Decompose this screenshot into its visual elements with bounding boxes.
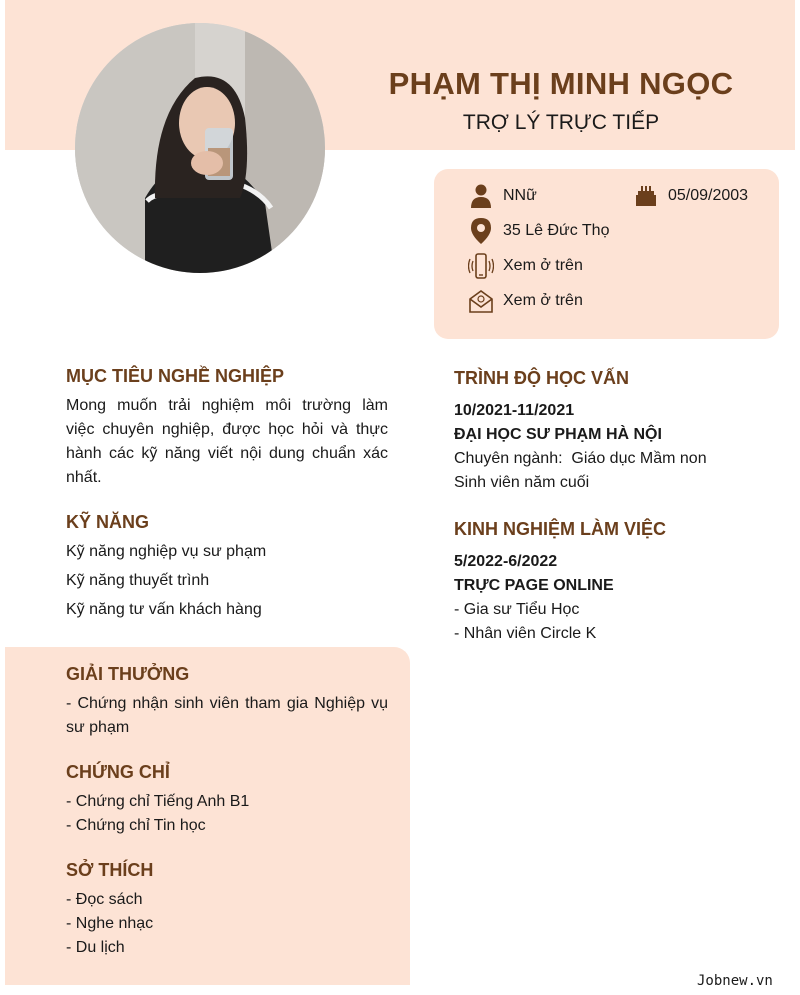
education-major: Chuyên ngành: Giáo dục Mầm non bbox=[454, 450, 707, 467]
birthday-text: 05/09/2003 bbox=[668, 187, 749, 204]
cake-icon bbox=[633, 183, 659, 209]
education-heading: TRÌNH ĐỘ HỌC VẤN bbox=[454, 368, 629, 388]
experience-company: TRỰC PAGE ONLINE bbox=[454, 577, 614, 594]
skill-item: Kỹ năng thuyết trình bbox=[66, 572, 210, 589]
experience-heading: KINH NGHIỆM LÀM VIỆC bbox=[454, 519, 667, 539]
address-text: 35 Lê Đức Thọ bbox=[503, 222, 610, 239]
job-title: TRỢ LÝ TRỰC TIẾP bbox=[462, 111, 660, 134]
education-status: Sinh viên năm cuối bbox=[454, 474, 590, 491]
email-row bbox=[468, 288, 583, 314]
award-line: - Chứng nhận sinh viên tham gia Nghiệp vụ bbox=[66, 695, 388, 712]
location-pin-icon bbox=[468, 218, 494, 244]
objective-heading: MỤC TIÊU NGHỀ NGHIỆP bbox=[66, 366, 285, 386]
certificates-heading: CHỨNG CHỈ bbox=[66, 762, 170, 782]
phone-icon bbox=[468, 253, 494, 279]
awards-heading: GIẢI THƯỞNG bbox=[66, 664, 190, 684]
phone-row bbox=[468, 253, 583, 279]
education-period: 10/2021-11/2021 bbox=[454, 402, 575, 419]
skill-item: Kỹ năng tư vấn khách hàng bbox=[66, 601, 262, 618]
phone-text: Xem ở trên bbox=[503, 257, 583, 274]
experience-item: - Nhân viên Circle K bbox=[454, 625, 597, 642]
objective-line: hành các kỹ năng viết nội dung chuẩn xác bbox=[66, 445, 388, 462]
contact-panel bbox=[434, 169, 779, 339]
certificate-item: - Chứng chỉ Tiếng Anh B1 bbox=[66, 793, 250, 810]
education-school: ĐẠI HỌC SƯ PHẠM HÀ NỘI bbox=[454, 426, 662, 443]
candidate-name: PHẠM THỊ MINH NGỌC bbox=[388, 66, 734, 101]
experience-period: 5/2022-6/2022 bbox=[454, 553, 558, 570]
skills-heading: KỸ NĂNG bbox=[66, 512, 150, 532]
objective-line: Mong muốn trải nghiệm môi trường làm bbox=[66, 397, 388, 414]
skill-item: Kỹ năng nghiệp vụ sư phạm bbox=[66, 543, 267, 560]
certificate-item: - Chứng chỉ Tin học bbox=[66, 817, 206, 834]
objective-line: việc chuyên nghiệp, được học hỏi và thực bbox=[66, 421, 388, 438]
objective-line: nhất. bbox=[66, 469, 102, 486]
experience-item: - Gia sư Tiểu Học bbox=[454, 601, 580, 618]
person-icon bbox=[468, 183, 494, 209]
gender-row bbox=[468, 183, 537, 209]
address-row bbox=[468, 218, 609, 244]
award-line: sư phạm bbox=[66, 719, 130, 736]
hobby-item: - Du lịch bbox=[66, 939, 125, 956]
footer-brand[interactable]: Jobnew.vn bbox=[697, 973, 773, 989]
hobby-item: - Đọc sách bbox=[66, 891, 143, 908]
avatar bbox=[75, 23, 325, 273]
hobby-item: - Nghe nhạc bbox=[66, 915, 154, 932]
gender-text: NNữ bbox=[503, 187, 537, 204]
hobbies-heading: SỞ THÍCH bbox=[66, 860, 154, 880]
envelope-icon bbox=[468, 288, 494, 314]
email-text: Xem ở trên bbox=[503, 292, 583, 309]
birthday-row bbox=[633, 183, 748, 209]
